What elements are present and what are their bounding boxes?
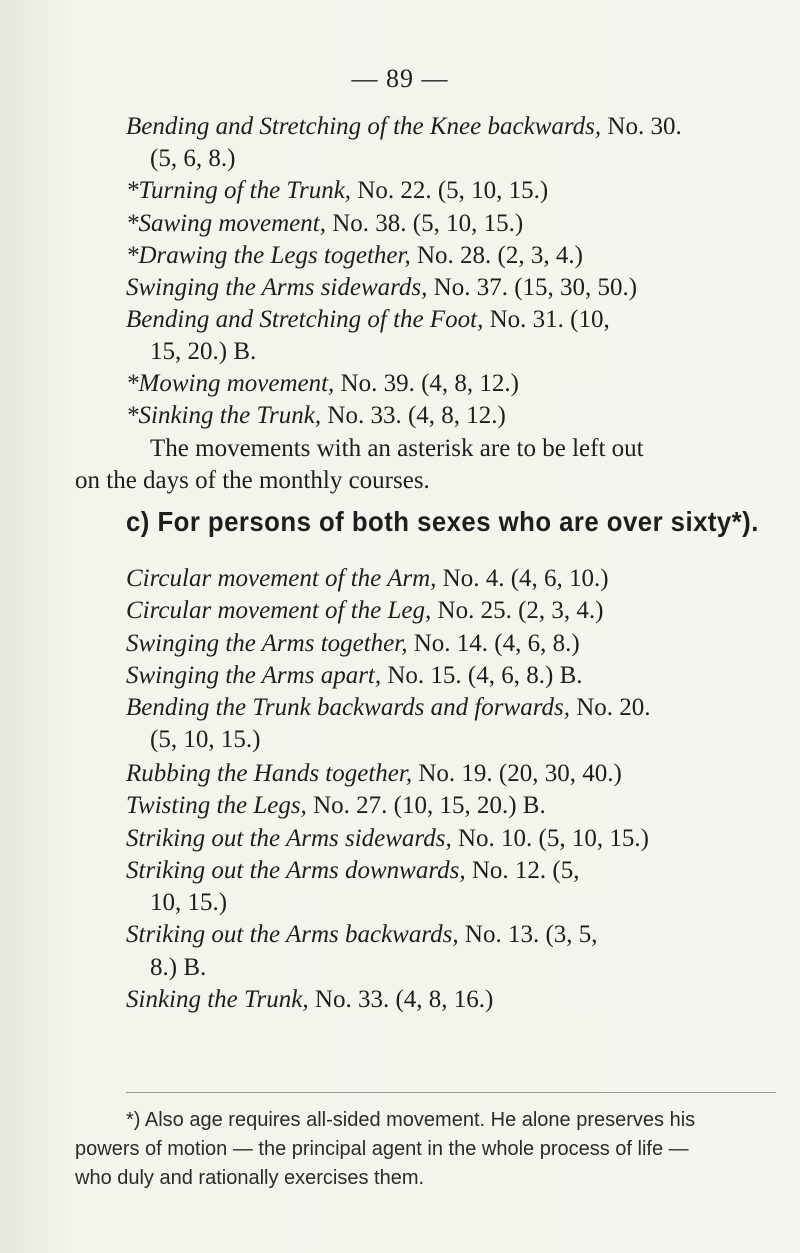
exercise-title: Sinking the Trunk, bbox=[126, 986, 309, 1013]
exercise-title: Bending the Trunk backwards and forwards, bbox=[126, 694, 570, 721]
exercise-entry bbox=[126, 210, 523, 238]
exercise-title: Striking out the Arms sidewards, bbox=[126, 825, 452, 852]
exercise-title: Swinging the Arms together, bbox=[126, 630, 408, 657]
exercise-entry bbox=[126, 242, 583, 270]
exercise-ref: No. 22. (5, 10, 15.) bbox=[351, 177, 549, 204]
exercise-title: *Turning of the Trunk, bbox=[126, 177, 352, 204]
exercise-entry bbox=[126, 792, 546, 820]
exercise-entry-continuation bbox=[150, 726, 260, 754]
exercise-ref: No. 25. (2, 3, 4.) bbox=[431, 597, 604, 624]
exercise-title: *Drawing the Legs together, bbox=[126, 242, 411, 269]
exercise-entry bbox=[126, 825, 649, 853]
exercise-ref: No. 33. (4, 8, 16.) bbox=[308, 986, 494, 1013]
exercise-ref: No. 30. bbox=[601, 113, 682, 140]
exercise-entry bbox=[126, 565, 609, 593]
exercise-entry bbox=[126, 370, 519, 398]
exercise-entry bbox=[126, 113, 682, 141]
exercise-ref: No. 4. (4, 6, 10.) bbox=[436, 565, 609, 592]
exercise-entry-continuation bbox=[150, 145, 235, 173]
exercise-ref: No. 39. (4, 8, 12.) bbox=[334, 370, 520, 397]
exercise-entry bbox=[126, 274, 637, 302]
exercise-ref: No. 31. (10, bbox=[483, 306, 610, 333]
exercise-ref: No. 38. (5, 10, 15.) bbox=[325, 210, 524, 237]
exercise-entry bbox=[126, 760, 622, 788]
footnote-line: powers of motion — the principal agent in the whole process of life — bbox=[75, 1138, 689, 1160]
exercise-ref: No. 15. (4, 6, 8.) B. bbox=[381, 662, 583, 689]
footnote-line: *) Also age requires all-sided movement. He alone preserves his bbox=[126, 1109, 696, 1131]
exercise-title: *Sinking the Trunk, bbox=[126, 402, 322, 429]
exercise-title: Striking out the Arms downwards, bbox=[126, 857, 466, 884]
exercise-entry bbox=[126, 986, 493, 1014]
exercise-ref: No. 37. (15, 30, 50.) bbox=[427, 274, 638, 301]
note-text: on the days of the monthly courses. bbox=[75, 467, 430, 494]
exercise-entry bbox=[126, 402, 506, 430]
exercise-title: Rubbing the Hands together, bbox=[126, 760, 413, 787]
exercise-title: Bending and Stretching of the Knee backwards, bbox=[126, 113, 602, 140]
exercise-ref: No. 14. (4, 6, 8.) bbox=[407, 630, 580, 657]
exercise-entry bbox=[126, 662, 583, 690]
note-text: The movements with an asterisk are to be left out bbox=[150, 435, 644, 462]
exercise-entry-continuation bbox=[150, 338, 256, 366]
exercise-title: *Mowing movement, bbox=[126, 370, 335, 397]
exercise-title: Striking out the Arms backwards, bbox=[126, 921, 459, 948]
exercise-ref: (5, 6, 8.) bbox=[150, 145, 236, 172]
exercise-ref: No. 10. (5, 10, 15.) bbox=[451, 825, 649, 852]
exercise-ref: No. 27. (10, 15, 20.) B. bbox=[306, 792, 546, 819]
exercise-title: Twisting the Legs, bbox=[126, 792, 307, 819]
exercise-entry bbox=[126, 694, 651, 722]
exercise-ref: No. 20. bbox=[569, 694, 651, 721]
footnote-divider bbox=[126, 1092, 776, 1093]
exercise-ref: No. 12. (5, bbox=[465, 857, 580, 884]
exercise-ref: 8.) B. bbox=[150, 954, 207, 981]
exercise-title: Swinging the Arms sidewards, bbox=[126, 274, 428, 301]
footnote-line: who duly and rationally exercises them. bbox=[75, 1167, 425, 1189]
exercise-ref: No. 33. (4, 8, 12.) bbox=[321, 402, 506, 429]
exercise-title: Bending and Stretching of the Foot, bbox=[126, 306, 484, 333]
exercise-ref: No. 28. (2, 3, 4.) bbox=[410, 242, 583, 269]
exercise-entry bbox=[126, 306, 610, 334]
exercise-ref: (5, 10, 15.) bbox=[150, 726, 261, 753]
exercise-entry bbox=[126, 921, 598, 949]
section-heading: c) For persons of both sexes who are over sixty*). bbox=[126, 506, 759, 537]
page-number: — 89 — bbox=[351, 64, 449, 93]
exercise-entry-continuation bbox=[150, 889, 227, 917]
exercise-title: Circular movement of the Arm, bbox=[126, 565, 437, 592]
exercise-ref: No. 19. (20, 30, 40.) bbox=[412, 760, 622, 787]
exercise-ref: 10, 15.) bbox=[150, 889, 228, 916]
exercise-entry-continuation bbox=[150, 954, 206, 982]
exercise-ref: No. 13. (3, 5, bbox=[458, 921, 598, 948]
exercise-entry bbox=[126, 857, 580, 885]
exercise-ref: 15, 20.) B. bbox=[150, 338, 257, 365]
exercise-entry bbox=[126, 177, 548, 205]
exercise-entry bbox=[126, 630, 580, 658]
exercise-title: Circular movement of the Leg, bbox=[126, 597, 432, 624]
exercise-title: Swinging the Arms apart, bbox=[126, 662, 382, 689]
exercise-title: *Sawing movement, bbox=[126, 210, 326, 237]
exercise-entry bbox=[126, 597, 604, 625]
